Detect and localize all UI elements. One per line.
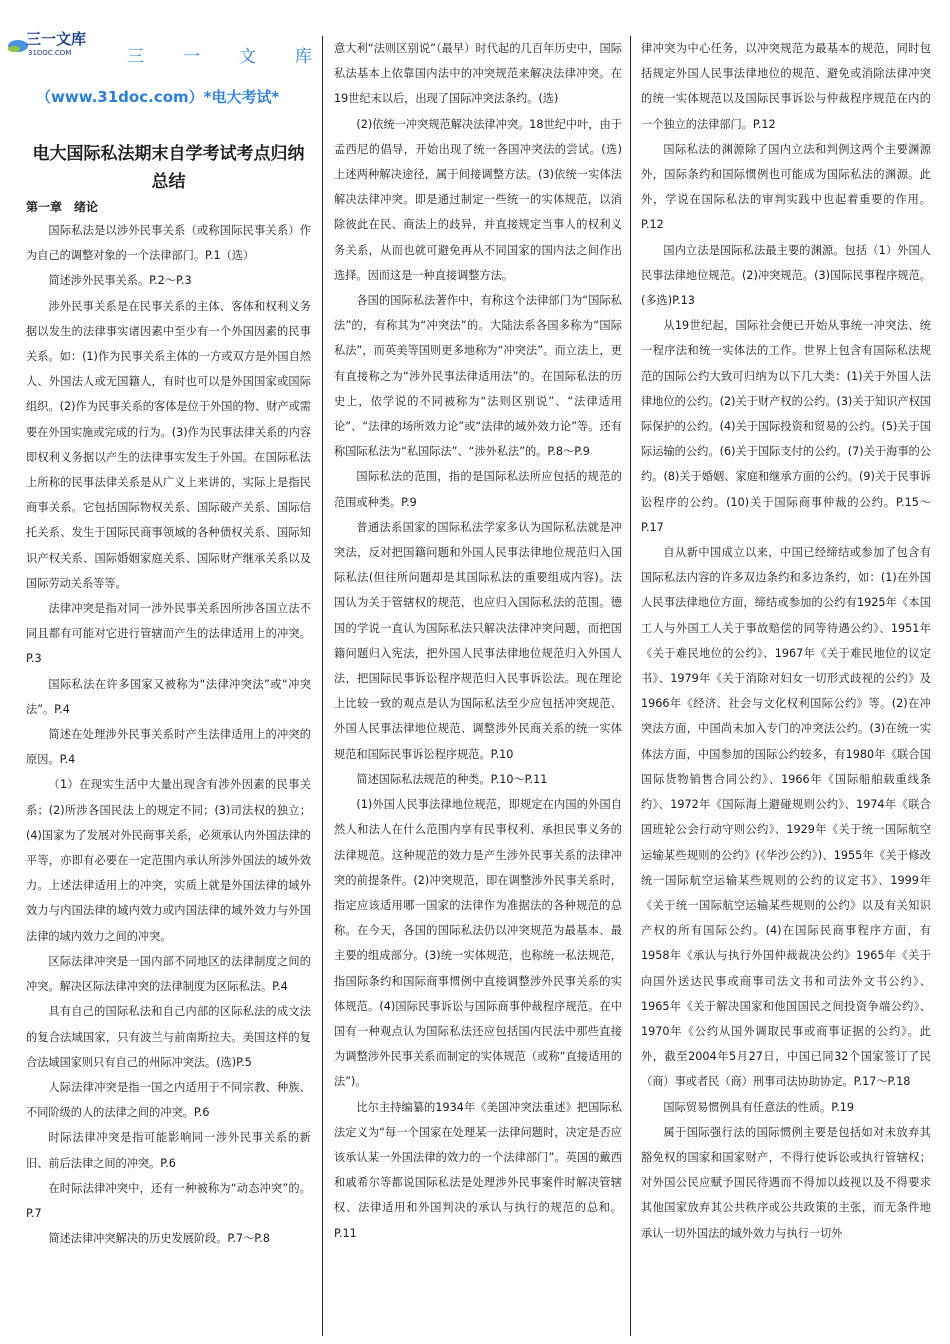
svg-text:31DOC.COM: 31DOC.COM [28,49,72,57]
text-column-right [641,36,931,1336]
paragraph: （1）在现实生活中大量出现含有涉外因素的民事关系；(2)所涉各国民法上的规定不同；(3)司法权的独立；(4)国家为了发展对外民商事关系，必须承认内外国法律的平等，亦即有必要在一定范围内承认所涉外国法的域外效力。上述法律适用上的冲突，实质上就是外国法律的域外效力与内国法律的域内效力或内国法律的域外效力与外国法律的域内效力之间的冲突。 [26,778,311,943]
site-name [127,42,312,67]
logo [4,24,104,64]
paragraph: (2)依统一冲突规范解决法律冲突。18世纪中叶，由于孟西尼的倡导，开始出现了统一各国冲突法的尝试。(选)上述两种解决途径，属于间接调整方法。(3)依统一实体法解决法律冲突。即是通过制定一些统一的实体规范，以消除彼此在民、商法上的歧异，并直接规定当事人的权利义务关系，从而也就可避免再从不同国家的国内法之间作出选择。因而这是一种直接调整方法。 [334,117,622,282]
paragraph: 普通法系国家的国际私法学家多认为国际私法就是冲突法，反对把国籍问题和外国人民事法律地位规范归入国际私法(但往所问题却是其国际私法的重要组成内容)。法国认为关于管辖权的规范，也应归入国际私法的范围。德国的学说一直认为国际私法只解决法律冲突问题，而把国籍问题归入宪法，把外国人民事法律地位规范归入外国人法，把国际民事诉讼程序规范归入民事诉讼法。现在理论上比较一致的观点是认为国际私法至少应包括冲突规范、外国人民事法律地位规范、调整涉外民商关系的统一实体规范和国际民事诉讼程序规范。P.10 [334,520,622,761]
paragraph: 国际私法在许多国家又被称为“法律冲突法”或“冲突法”。P.4 [26,677,311,716]
paragraph: 国内立法是国际私法最主要的渊源。包括（1）外国人民事法律地位规范。(2)冲突规范。(3)国际民事程序规范。(多选)P.13 [641,243,931,308]
paragraph: 人际法律冲突是指一国之内适用于不同宗教、种族、不同阶级的人的法律之间的冲突。P.6 [26,1080,311,1120]
paragraph: 国际私法是以涉外民事关系（或称国际民事关系）作为自己的调整对象的一个法律部门。P.1（选） [26,224,311,263]
paragraph: 律冲突为中心任务，以冲突规范为最基本的规范，同时包括规定外国人民事法律地位的规范、避免或消除法律冲突的统一实体规范以及国际民事诉讼与仲裁程序规范在内的一个独立的法律部门。P.12 [641,42,931,131]
site-name-char: 文 [239,47,256,67]
svg-text:三一文库: 三一文库 [26,30,87,48]
site-name-char: 一 [183,47,200,67]
column-divider [630,36,631,1336]
column-divider [322,36,323,1336]
paragraph: 时际法律冲突是指可能影响同一涉外民事关系的新旧、前后法律之间的冲突。P.6 [26,1131,311,1170]
paragraph: 国际贸易惯例具有任意法的性质。P.19 [663,1100,854,1114]
site-name-char: 库 [295,47,312,67]
paragraph: 涉外民事关系是在民事关系的主体、客体和权利义务据以发生的法律事实诸因素中至少有一个外国因素的民事关系。如：(1)作为民事关系主体的一方或双方是外国自然人、外国法人或无国籍人，有时也可以是外国国家或国际组织。(2)作为民事关系的客体是位于外国的物、财产或需要在外国实施或完成的行为。(3)作为民事法律关系的内容即权利义务据以产生的法律事实发生于外国。在国际私法上所称的民事法律关系是从广义上来讲的，实际上是指民商事关系。它包括国际物权关系、国际破产关系、国际信托关系、发生于国际民商事领域的各种债权关系、国际知识产权关系、国际婚姻家庭关系、国际财产继承关系以及国际劳动关系等等。 [26,299,311,590]
paragraph: 简述法律冲突解决的历史发展阶段。P.7～P.8 [48,1232,270,1246]
site-name-char: 三 [127,47,144,67]
paragraph: 属于国际强行法的国际惯例主要是包括如对未放弃其豁免权的国家和国家财产，不得行使诉讼或执行管辖权；对外国公民应赋予国民待遇而不得加以歧视以及不得要求其他国家放弃其公共秩序或公共政策的主张，而无条件地承认一切外国法的域外效力与执行一切外 [641,1125,931,1240]
paragraph: (1)外国人民事法律地位规范，即规定在内国的外国自然人和法人在什么范围内享有民事权利、承担民事义务的法律规范。这种规范的效力是产生涉外民事关系的法律冲突的前提条件。(2)冲突规范，即在调整涉外民事关系时，指定应该适用哪一国家的法律作为准据法的各种规范的总称。在今天，各国的国际私法仍以冲突规范为最基本、最主要的组成部分。(3)统一实体规范，也称统一私法规范，指国际条约和国际商事惯例中直接调整涉外民事关系的实体规范。(4)国际民事诉讼与国际商事仲裁程序规范。在中国有一种观点认为国际私法还应包括国内民法中那些直接为调整涉外民事关系而制定的实体规范（或称“直接适用的法”)。 [334,798,622,1089]
text-column-middle [334,36,622,1336]
paragraph: 具有自己的国际私法和自己内部的区际私法的成文法的复合法域国家，只有波兰与前南斯拉夫。美国这样的复合法域国家则只有自己的州际冲突法。(选)P.5 [26,1005,311,1069]
paragraph: 区际法律冲突是一国内部不同地区的法律制度之间的冲突。解决区际法律冲突的法律制度为区际私法。P.4 [26,954,311,994]
paragraph: 自从新中国成立以来，中国已经缔结或参加了包含有国际私法内容的许多双边条约和多边条约，如：(1)在外国人民事法律地位方面，缔结或参加的公约有1925年《本国工人与外国工人关于事故赔偿的同等待遇公约》、1951年《关于难民地位的公约》、1967年《关于难民地位的议定书》、1979年《关于消除对妇女一切形式歧视的公约》及1966年《经济、社会与文化权利国际公约》等。(2)在冲突法方面，中国尚未加入专门的冲突法公约。(3)在统一实体法方面，中国参加的国际公约较多，有1980年《联合国国际货物销售合同公约》、1966年《国际船舶载重线条约》、1972年《国际海上避碰规则公约》、1974年《联合国班轮公会行动守则公约》、1929年《关于统一国际航空运输某些规则的公约》(《华沙公约》)、1955年《关于修改统一国际航空运输某些规则的公约的议定书》、1999年《关于统一国际航空运输某些规则的公约》以及有关知识产权的所有国际公约。(4)在国际民商事程序方面，有1958年《承认与执行外国仲裁裁决公约》1965年《关于向国外送达民事或商事司法文书和司法外文书公约》、1965年《关于解决国家和他国国民之间投资争端公约》、1970年《公约从国外调取民事或商事证据的公约》。此外，截至2004年5月27日，中国已同32个国家签订了民（商）事或者民（商）刑事司法协助协定。P.17～P.18 [641,546,931,1089]
paragraph: 比尔主持编纂的1934年《美国冲突法重述》把国际私法定义为“每一个国家在处理某一法律问题时，决定是否应该承认某一外国法律的效力的一个法律部门”。英国的戴西和戚希尔等都说国际私法是处理涉外民事案件时解决管辖权、法律适用和外国判决的承认与执行的规范的总和。P.11 [334,1100,622,1240]
paragraph: 从19世纪起，国际社会便已开始从事统一冲突法、统一程序法和统一实体法的工作。世界上包含有国际私法规范的国际公约大致可归纳为以下几大类：(1)关于外国人法律地位的公约。(2)关于财产权的公约。(3)关于知识产权国际保护的公约。(4)关于国际投资和贸易的公约。(5)关于国际运输的公约。(6)关于国际支付的公约。(7)关于海事的公约。(8)关于婚姻、家庭和继承方面的公约。(9)关于民事诉讼程序的公约。(10)关于国际商事仲裁的公约。P.15～P.17 [641,319,931,534]
document-title: 电大国际私法期末自学考试考点归纳总结 [32,144,305,192]
paragraph: 简述国际私法规范的种类。P.10～P.11 [356,772,548,786]
paragraph: 各国的国际私法著作中，有称这个法律部门为“国际私法”的，有称其为“冲突法”的。大陆法系各国多称为“国际私法”，而英美等国则更多地称为“冲突法”。而立法上，更有直接称之为“涉外民事法律适用法”的。在国际私法的历史上，依学说的不同被称为“法则区别说”、“法律适用论”、“法律的场所效力论”或“法律的域外效力论”等。还有称国际私法为“私国际法”、“涉外私法”的。P.8～P.9 [334,294,622,459]
paragraph: 简述涉外民事关系。P.2～P.3 [48,274,192,288]
paragraph: 国际私法的范围，指的是国际私法所应包括的规范的范围或种类。P.9 [334,470,622,509]
site-url[interactable]: （www.31doc.com）*电大考试* [36,88,280,106]
paragraph: 意大利“法则区别说”（最早）时代起的几百年历史中，国际私法基本上依靠国内法中的冲突规范来解决法律冲突。在19世纪末以后，出现了国际冲突法条约。(选) [334,42,622,106]
chapter-heading: 第一章 绪论 [26,200,99,214]
paragraph: 法律冲突是指对同一涉外民事关系因所涉各国立法不同且都有可能对它进行管辖而产生的法律适用上的冲突。P.3 [26,602,311,666]
text-column-left [26,218,311,1336]
document-header [0,0,320,140]
paragraph: 在时际法律冲突中，还有一种被称为“动态冲突”的。P.7 [26,1181,311,1220]
paragraph: 简述在处理涉外民事关系时产生法律适用上的冲突的原因。P.4 [26,728,311,767]
paragraph: 国际私法的渊源除了国内立法和判例这两个主要渊源外，国际条约和国际惯例也可能成为国际私法的渊源。此外，学说在国际私法的审判实践中也起着重要的作用。P.12 [641,142,931,232]
logo-mark-icon [4,24,104,64]
